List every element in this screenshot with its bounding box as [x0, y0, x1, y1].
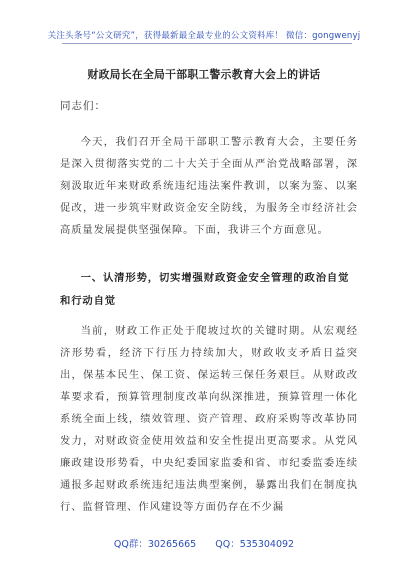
footer-contact: [0, 536, 408, 550]
intro-paragraph: 今天，我们召开全局干部职工警示教育大会，主要任务是深入贯彻落实党的二十大关于全面从严治党战略部署，深刻汲取近年来财政系统违纪违法案件教训，以案为鉴、以案促改，进一步筑牢财政资金安全防线，为服务全市经济社会高质量发展提供坚强保障。下面，我讲三个方面意见。: [60, 136, 358, 236]
section-paragraph: 当前，财政工作正处于爬坡过坎的关键时期。从宏观经济形势看，经济下行压力持续加大，财政收支矛盾日益突出，保基本民生、保工资、保运转三保任务艰巨。从财政改革要求看，预算管理制度改革向纵深推进，预算管理一体化系统全面上线，绩效管理、资产管理、政府采购等改革协同发力，对财政资金使用效益和安全性提出更高要求。从党风廉政建设形势看，中央纪委国家监委和省、市纪委监委连续通报多起财政系统违纪违法典型案例，暴露出我们在制度执行、监督管理、作风建设等方面仍存在不少漏: [60, 325, 358, 513]
header-promo-note: 关注头条号“公文研究”，获得最新最全最专业的公文资料库！ 微信：gongwenyj: [47, 31, 361, 41]
section-heading: 一、认清形势，切实增强财政资金安全管理的政治自觉和行动自觉: [60, 272, 350, 307]
header-divider: [62, 43, 352, 44]
footer-qq: QQ：535304092: [215, 539, 295, 550]
document-title: 财政局长在全局干部职工警示教育大会上的讲话: [87, 68, 321, 81]
salutation: 同志们：: [60, 100, 106, 112]
footer-qq-group: QQ群：30265665: [113, 539, 197, 550]
